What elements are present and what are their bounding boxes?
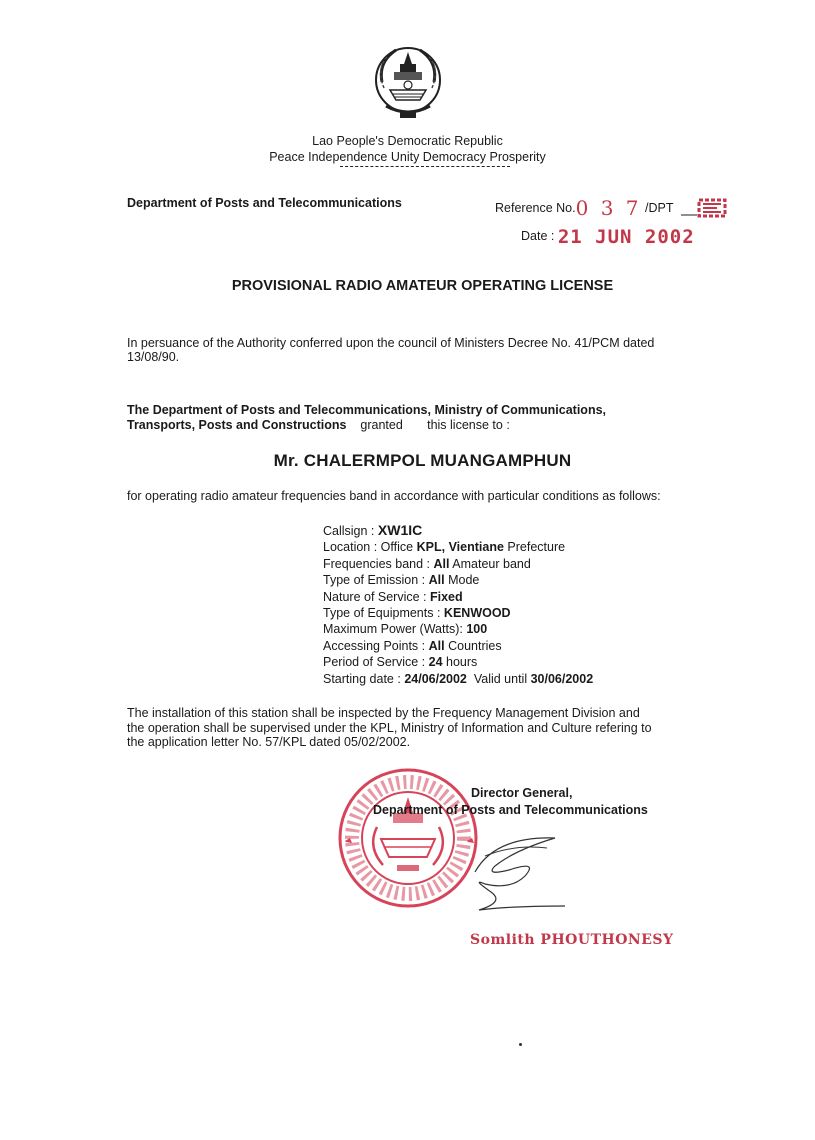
grant-line-2 bbox=[127, 418, 727, 433]
reference-stamp-icon bbox=[681, 196, 729, 218]
grant-line-1: The Department of Posts and Telecommunications, Ministry of Communications, bbox=[127, 403, 606, 417]
callsign-value: XW1IC bbox=[377, 522, 423, 538]
reference-suffix: /DPT bbox=[644, 201, 674, 215]
country-name: Lao People's Democratic Republic bbox=[312, 134, 503, 148]
grant-granted: granted bbox=[360, 418, 403, 432]
header-divider bbox=[340, 166, 510, 167]
issue-date-line bbox=[521, 226, 695, 248]
lao-national-emblem-icon bbox=[372, 42, 444, 130]
handwritten-signature-icon bbox=[455, 826, 575, 926]
signer-name: Somlith PHOUTHONESY bbox=[470, 932, 674, 948]
detail-frequency-band: Frequencies band : All Amateur band bbox=[323, 556, 531, 571]
detail-validity: Starting date : 24/06/2002 Valid until 30/06/2002 bbox=[323, 671, 594, 686]
detail-callsign: Callsign : XW1IC bbox=[323, 522, 423, 538]
issuing-department: Department of Posts and Telecommunications bbox=[127, 196, 402, 210]
grant-to: this license to : bbox=[427, 418, 510, 432]
national-motto: Peace Independence Unity Democracy Prosperity bbox=[269, 150, 546, 164]
reference-number: 0 3 7 bbox=[575, 196, 642, 220]
licensee-name: Mr. CHALERMPOL MUANGAMPHUN bbox=[273, 451, 572, 470]
detail-equipment: Type of Equipments : KENWOOD bbox=[323, 606, 511, 621]
installation-paragraph bbox=[127, 706, 727, 750]
reference-label: Reference No. bbox=[495, 201, 576, 215]
authority-line-1: In persuance of the Authority conferred upon the council of Ministers Decree No. 41/PCM dated bbox=[127, 336, 655, 350]
speck-mark bbox=[519, 1043, 522, 1046]
installation-line-2: the operation shall be supervised under the KPL, Ministry of Information and Culture refering to bbox=[127, 720, 652, 735]
detail-access: Accessing Points : All Countries bbox=[323, 638, 502, 653]
grant-paragraph bbox=[127, 403, 727, 433]
grant-ministry: Transports, Posts and Constructions bbox=[127, 418, 347, 432]
detail-location: Location : Office KPL, Vientiane Prefecture bbox=[323, 540, 566, 555]
date-label: Date : bbox=[521, 229, 555, 243]
signatory-department: Department of Posts and Telecommunications bbox=[373, 803, 648, 817]
installation-line-1: The installation of this station shall be inspected by the Frequency Management Division and bbox=[127, 706, 640, 720]
license-details bbox=[323, 522, 593, 687]
conditions-intro: for operating radio amateur frequencies band in accordance with particular conditions as follows: bbox=[127, 489, 661, 503]
issue-date: 21 JUN 2002 bbox=[557, 226, 695, 248]
authority-paragraph bbox=[127, 336, 727, 364]
authority-line-2: 13/08/90. bbox=[127, 350, 180, 364]
document-title: PROVISIONAL RADIO AMATEUR OPERATING LICENSE bbox=[231, 278, 614, 294]
director-general-title: Director General, bbox=[471, 786, 573, 800]
detail-service: Nature of Service : Fixed bbox=[323, 589, 463, 604]
detail-period: Period of Service : 24 hours bbox=[323, 655, 478, 670]
detail-power: Maximum Power (Watts): 100 bbox=[323, 622, 488, 637]
reference-number-line bbox=[495, 196, 729, 220]
installation-line-3: the application letter No. 57/KPL dated 05/02/2002. bbox=[127, 735, 411, 749]
detail-emission: Type of Emission : All Mode bbox=[323, 573, 480, 588]
